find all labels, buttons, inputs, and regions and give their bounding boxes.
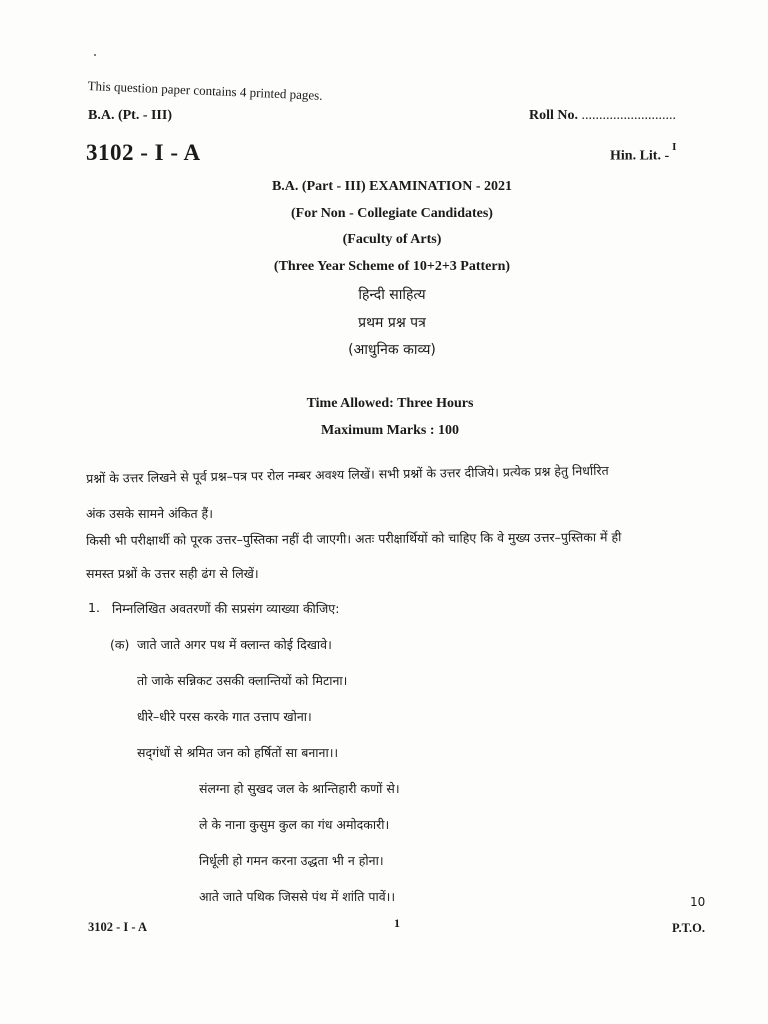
please-turn-over: P.T.O. [672,921,705,935]
subject-code-label: Hin. Lit. - [610,148,670,164]
roll-number-field [529,108,676,124]
verse-line: ले के नाना कुसुम कुल का गंध अमोदकारी। [199,817,390,832]
subject-code-number: I [672,141,677,153]
question-number: 1. [88,600,100,615]
scheme: (Three Year Scheme of 10+2+3 Pattern) [273,259,511,274]
verse-line: धीरे–धीरे परस करके गात उत्ताप खोना। [137,709,312,724]
roll-number-blank: ........................... [581,108,676,123]
verse-line: संलग्ना हो सुखद जल के श्रान्तिहारी कणों से। [199,781,400,796]
page-number: 1 [394,916,400,930]
instruction-line-2: अंक उसके सामने अंकित हैं। [86,506,213,521]
footer-paper-code: 3102 - I - A [88,920,148,934]
sub-question-label: (क) [110,637,130,652]
maximum-marks: Maximum Marks : 100 [320,423,460,438]
question-text: निम्नलिखित अवतरणों की सप्रसंग व्याख्या कीजिए: [112,601,340,616]
instruction-line-3: किसी भी परीक्षार्थी को पूरक उत्तर–पुस्तिका नहीं दी जाएगी। अतः परीक्षार्थियों को चाहिए कि वे मुख्य उत्तर–पुस्तिका में ही [86,529,622,548]
question-marks: 10 [690,895,706,909]
time-allowed: Time Allowed: Three Hours [306,396,474,411]
exam-title: B.A. (Part - III) EXAMINATION - 2021 [271,179,513,194]
subject-hindi: हिन्दी साहित्य [358,287,426,303]
instruction-line-1: प्रश्नों के उत्तर लिखने से पूर्व प्रश्न–पत्र पर रोल नम्बर अवश्य लिखें। सभी प्रश्नों के उत्तर दीजिये। प्रत्येक प्रश्न हेतु निर्धारित [86,462,609,486]
verse-line: सद्‌गंधों से श्रमित जन को हर्षितों सा बनाना।। [137,745,339,760]
page-count-notice: This question paper contains 4 printed pages. [87,78,323,103]
verse-line: जाते जाते अगर पथ में क्लान्त कोई दिखावे। [137,637,332,652]
stray-mark [94,54,96,56]
faculty: (Faculty of Arts) [342,232,442,247]
degree-label: B.A. (Pt. - III) [88,108,172,123]
candidate-type: (For Non - Collegiate Candidates) [291,206,493,221]
verse-line: तो जाके सन्निकट उसकी क्लान्तियों को मिटाना। [137,673,348,688]
paper-number-hindi: प्रथम प्रश्न पत्र [358,315,426,331]
topic-hindi: (आधुनिक काव्य) [348,342,436,358]
roll-number-label: Roll No. [529,108,578,123]
verse-line: आते जाते पथिक जिससे पंथ में शांति पावें।। [199,889,396,904]
instruction-line-4: समस्त प्रश्नों के उत्तर सही ढंग से लिखें। [86,566,259,581]
paper-code: 3102 - I - A [86,140,201,165]
verse-line: निर्धूली हो गमन करना उद्धता भी न होना। [199,853,384,868]
subject-code [610,141,677,165]
